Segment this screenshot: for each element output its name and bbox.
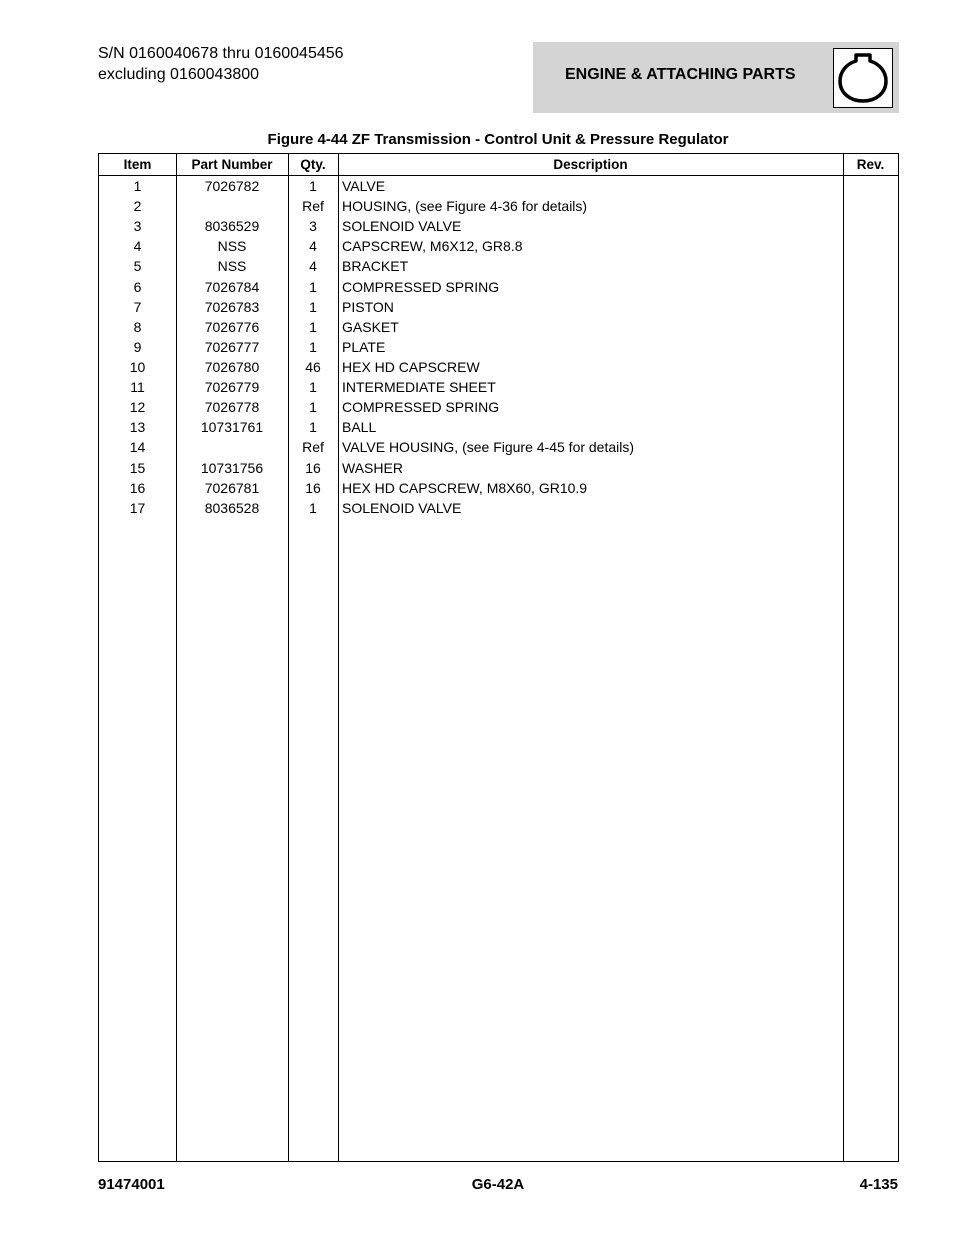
table-row (99, 478, 898, 498)
table-row (99, 458, 898, 478)
item-number: 11 (130, 379, 145, 396)
description: COMPRESSED SPRING (342, 278, 500, 295)
table-row (99, 236, 898, 256)
table-body (99, 176, 898, 518)
description: GASKET (342, 318, 399, 335)
footer-page-number: 4-135 (859, 1176, 898, 1193)
description: PLATE (342, 338, 386, 355)
quantity: 4 (309, 258, 317, 275)
quantity: 16 (305, 459, 321, 476)
table-row (99, 277, 898, 297)
table-row (99, 498, 898, 518)
section-header-box (533, 42, 899, 113)
table-row (99, 437, 898, 457)
quantity: 1 (309, 298, 317, 315)
quantity: 16 (305, 479, 321, 496)
quantity: 1 (309, 379, 317, 396)
item-number: 2 (133, 198, 142, 215)
part-number: 7026784 (204, 278, 260, 295)
footer-model: G6-42A (471, 1176, 525, 1193)
table-row (99, 317, 898, 337)
description: PISTON (342, 298, 394, 315)
description: SOLENOID VALVE (342, 218, 462, 235)
description: INTERMEDIATE SHEET (342, 379, 496, 396)
part-number: 7026776 (204, 318, 260, 335)
description: BALL (342, 419, 377, 436)
part-number: 8036528 (204, 499, 260, 516)
engine-icon (833, 48, 893, 108)
table-row (99, 176, 898, 196)
table-row (99, 337, 898, 357)
serial-number-range (98, 43, 344, 85)
item-number: 7 (133, 298, 142, 315)
table-row (99, 417, 898, 437)
serial-exclusion-line: excluding 0160043800 (98, 66, 260, 83)
item-number: 3 (133, 218, 142, 235)
quantity: 4 (309, 238, 317, 255)
part-number: 7026777 (204, 338, 260, 355)
quantity: 1 (309, 399, 317, 416)
item-number: 4 (133, 238, 142, 255)
column-header-qty: Qty. (300, 157, 326, 172)
item-number: 10 (129, 358, 146, 375)
table-row (99, 256, 898, 276)
quantity: 1 (309, 178, 317, 194)
part-number: 10731761 (200, 419, 264, 436)
description: HEX HD CAPSCREW, M8X60, GR10.9 (342, 479, 588, 496)
item-number: 1 (133, 178, 142, 194)
serial-number-line: S/N 0160040678 thru 0160045456 (98, 45, 344, 62)
description: VALVE HOUSING, (see Figure 4-45 for details) (342, 439, 635, 456)
part-number: 8036529 (204, 218, 260, 235)
table-row (99, 357, 898, 377)
quantity: 46 (305, 358, 321, 375)
part-number: 7026781 (204, 479, 260, 496)
description: HOUSING, (see Figure 4-36 for details) (342, 198, 588, 215)
item-number: 15 (129, 459, 146, 476)
parts-table (98, 153, 899, 1162)
part-number: NSS (217, 238, 247, 255)
quantity: 1 (309, 419, 317, 436)
description: VALVE (342, 178, 386, 194)
quantity: 3 (309, 218, 317, 235)
table-row (99, 377, 898, 397)
item-number: 8 (133, 318, 142, 335)
quantity: 1 (309, 338, 317, 355)
part-number: 7026783 (204, 298, 260, 315)
description: BRACKET (342, 258, 409, 275)
item-number: 17 (129, 499, 146, 516)
part-number: 7026778 (204, 399, 260, 416)
description: COMPRESSED SPRING (342, 399, 500, 416)
quantity: 1 (309, 318, 317, 335)
part-number: NSS (217, 258, 247, 275)
column-header-item: Item (123, 157, 152, 172)
table-row (99, 216, 898, 236)
description: SOLENOID VALVE (342, 499, 462, 516)
item-number: 9 (133, 338, 142, 355)
item-number: 14 (129, 439, 146, 456)
description: HEX HD CAPSCREW (342, 358, 480, 375)
part-number: 10731756 (200, 459, 264, 476)
item-number: 13 (129, 419, 146, 436)
quantity: Ref (302, 198, 324, 215)
footer-document-number: 91474001 (98, 1176, 165, 1193)
column-header-rev: Rev. (856, 157, 885, 172)
description: CAPSCREW, M6X12, GR8.8 (342, 238, 523, 255)
description: WASHER (342, 459, 403, 476)
item-number: 6 (133, 278, 142, 295)
table-row (99, 297, 898, 317)
part-number: 7026780 (204, 358, 260, 375)
item-number: 5 (133, 258, 142, 275)
part-number: 7026779 (204, 379, 260, 396)
quantity: 1 (309, 499, 317, 516)
section-title: ENGINE & ATTACHING PARTS (565, 66, 796, 83)
figure-title: Figure 4-44 ZF Transmission - Control Unit & Pressure Regulator (267, 131, 729, 148)
quantity: Ref (302, 439, 324, 456)
column-header-part-number: Part Number (191, 157, 273, 172)
part-number: 7026782 (204, 178, 260, 194)
item-number: 12 (129, 399, 146, 416)
column-header-description: Description (553, 157, 628, 172)
table-row (99, 397, 898, 417)
table-row (99, 196, 898, 216)
quantity: 1 (309, 278, 317, 295)
item-number: 16 (129, 479, 146, 496)
